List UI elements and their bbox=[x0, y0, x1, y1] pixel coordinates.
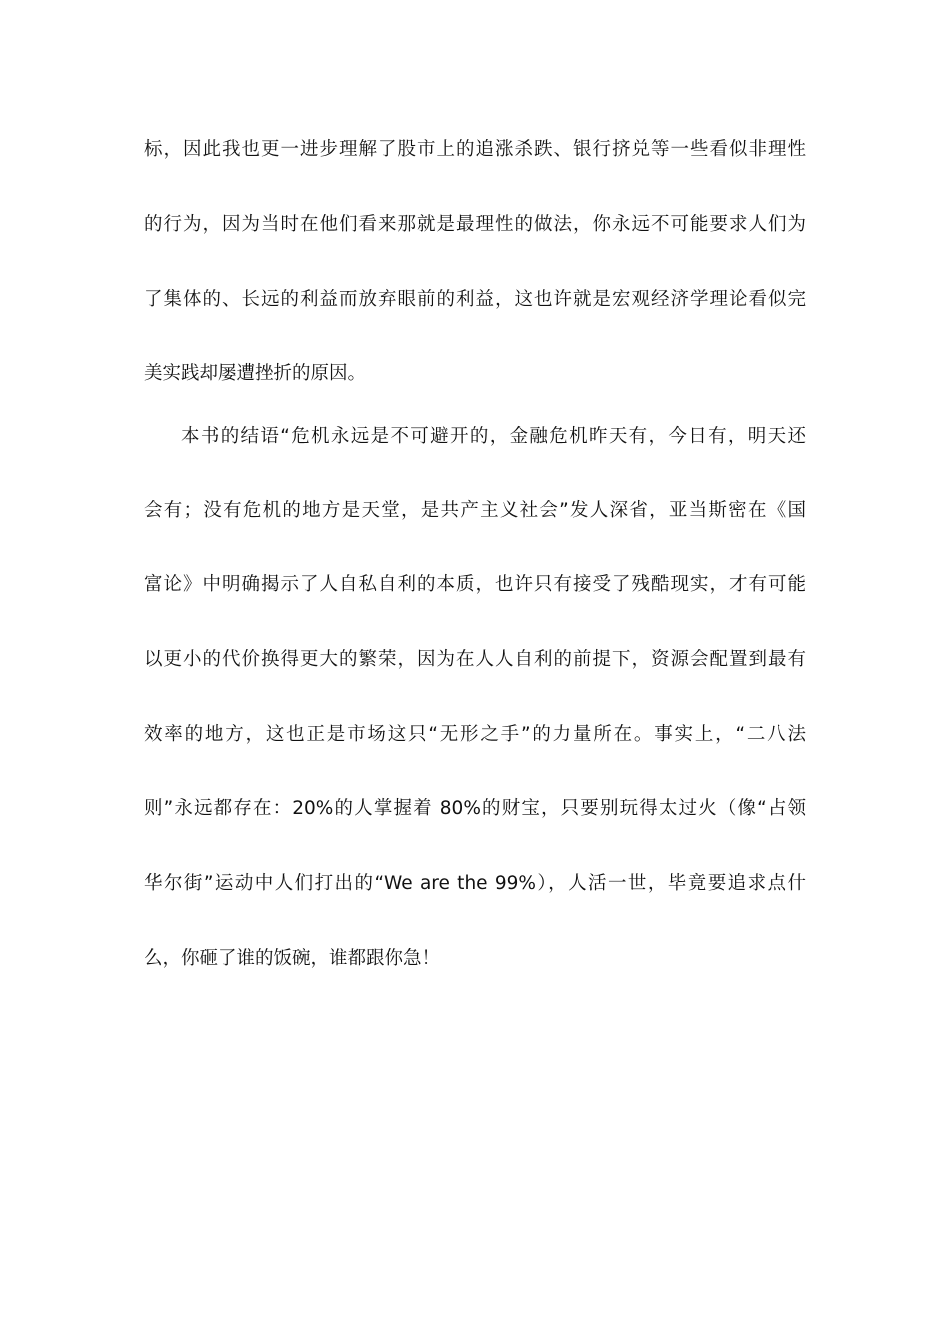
text-line: 么，你砸了谁的饭碗，谁都跟你急！ bbox=[144, 948, 441, 969]
text-line: 的行为，因为当时在他们看来那就是最理性的做法，你永远不可能要求人们为 bbox=[144, 214, 806, 235]
text-line: 会有；没有危机的地方是天堂，是共产主义社会”发人深省，亚当斯密在《国 bbox=[144, 500, 806, 521]
text-line: 富论》中明确揭示了人自私自利的本质，也许只有接受了残酷现实，才有可能 bbox=[144, 574, 806, 595]
text-line: 则”永远都存在：20%的人掌握着 80%的财宝，只要别玩得太过火（像“占领 bbox=[144, 798, 806, 819]
text-line: 了集体的、长远的利益而放弃眼前的利益，这也许就是宏观经济学理论看似完 bbox=[144, 289, 806, 310]
text-line: 本书的结语“危机永远是不可避开的，金融危机昨天有，今日有，明天还 bbox=[181, 426, 806, 447]
text-line: 标，因此我也更一进步理解了股市上的追涨杀跌、银行挤兑等一些看似非理性 bbox=[144, 139, 806, 160]
text-line: 以更小的代价换得更大的繁荣，因为在人人自利的前提下，资源会配置到最有 bbox=[144, 649, 806, 670]
text-line: 华尔街”运动中人们打出的“We are the 99%），人活一世，毕竟要追求点什 bbox=[144, 873, 806, 894]
text-line: 美实践却屡遭挫折的原因。 bbox=[144, 363, 367, 384]
text-line: 效率的地方，这也正是市场这只“无形之手”的力量所在。事实上，“二八法 bbox=[144, 724, 806, 745]
